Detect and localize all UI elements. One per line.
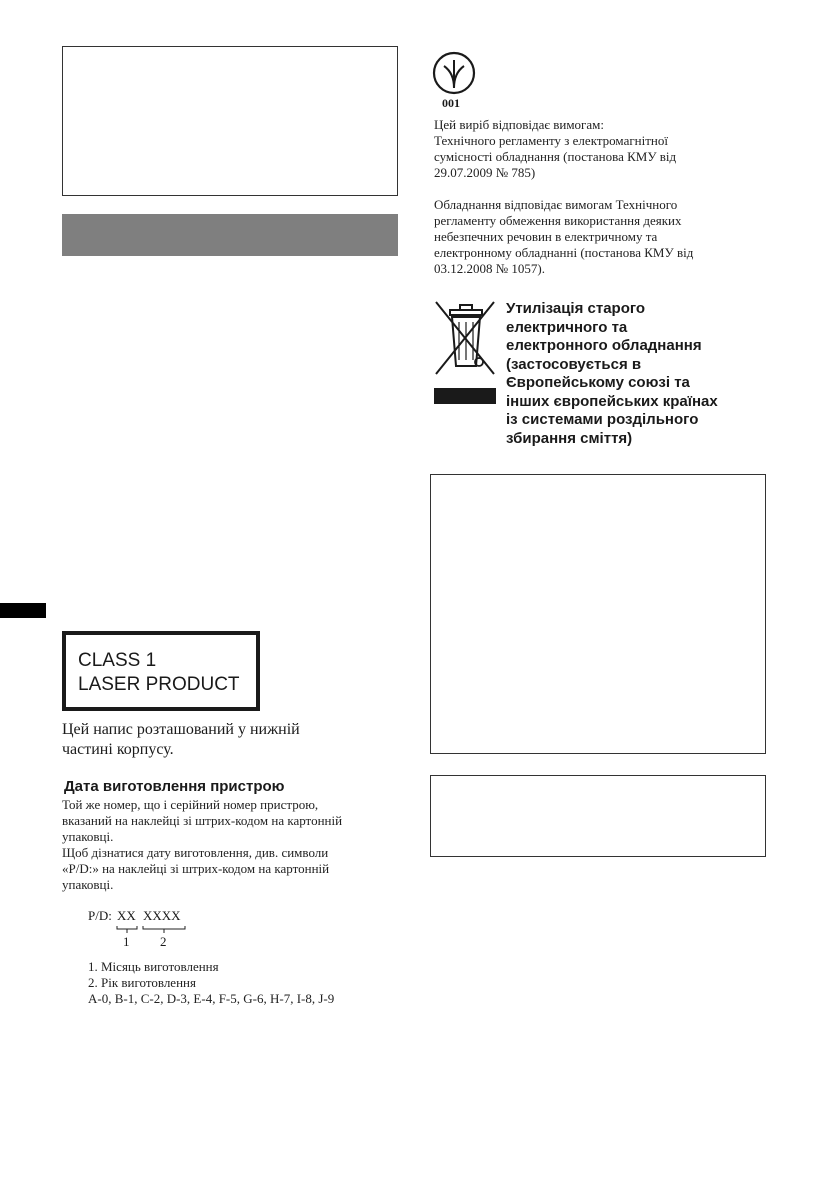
rohs-compliance-line: небезпечних речовин в електричному та [434,229,658,244]
rohs-compliance-line: Обладнання відповідає вимогам Технічного [434,197,678,212]
laser-caption-line: частині корпусу. [62,741,174,758]
laser-caption-line: Цей напис розташований у нижній [62,721,300,738]
disposal-heading-line: збирання сміття) [506,429,633,447]
pd-legend [88,959,334,1007]
manufacture-date-text [62,797,342,893]
pd-legend-line: 2. Рік виготовлення [88,975,196,990]
emc-compliance-line: 29.07.2009 № 785) [434,165,536,180]
emc-compliance-line: сумісності обладнання (постанова КМУ від [434,149,677,164]
rohs-compliance-line: регламенту обмеження використання деяких [434,213,682,228]
rohs-compliance-text [434,197,693,277]
pd-brackets [88,908,208,954]
empty-frame-top [62,46,398,196]
empty-frame-right-small [430,775,766,857]
emc-compliance-line: Цей виріб відповідає вимогам: [434,117,604,132]
manufacture-text-line: упаковці. [62,829,114,844]
pd-code-diagram [88,908,208,954]
page-side-tab [0,603,46,618]
manufacture-text-line: упаковці. [62,877,114,892]
disposal-heading [506,300,718,448]
laser-caption [62,720,300,760]
ukrsepro-certification-mark [432,50,476,112]
section-header-bar [62,214,398,256]
pd-year-code: XXXX [143,908,181,923]
disposal-heading-line: інших європейських країнах [506,392,718,410]
pd-month-code: XX [117,908,136,923]
manufacture-text-line: вказаний на наклейці зі штрих-кодом на картонній [62,813,343,828]
manufacture-text-line: Щоб дізнатися дату виготовлення, див. символи [62,845,329,860]
empty-frame-right-large [430,474,766,754]
certification-mark-icon [432,50,476,98]
certification-code: 001 [442,96,460,110]
disposal-heading-line: Утилізація старого [506,300,646,317]
crossed-out-bin-icon [432,300,498,406]
rohs-compliance-line: 03.12.2008 № 1057). [434,261,545,276]
laser-product-text: LASER PRODUCT [78,674,240,695]
emc-compliance-text [434,117,676,181]
pd-legend-line: 1. Місяць виготовлення [88,959,219,974]
disposal-heading-line: Європейському союзі та [506,374,690,391]
pd-prefix: P/D: [88,908,112,923]
laser-class-label [62,631,260,711]
disposal-heading-line: електричного та [506,318,628,336]
manufacture-date-heading: Дата виготовлення пристрою [64,778,285,795]
pd-legend-line: A-0, B-1, C-2, D-3, E-4, F-5, G-6, H-7, I-8, J-9 [88,991,335,1006]
pd-index-2: 2 [160,934,167,949]
disposal-heading-line: із системами роздільного [506,411,699,428]
manufacture-text-line: Той же номер, що і серійний номер пристрою, [62,797,319,812]
disposal-heading-line: електронного обладнання [506,337,702,354]
rohs-compliance-line: електронному обладнанні (постанова КМУ від [434,245,694,260]
manufacture-text-line: «P/D:» на наклейці зі штрих-кодом на картонній [62,861,330,876]
emc-compliance-line: Технічного регламенту з електромагнітної [434,133,668,148]
laser-class-text: CLASS 1 [78,650,157,671]
weee-symbol [432,300,498,406]
pd-index-1: 1 [123,934,130,949]
disposal-heading-line: (застосовується в [506,355,642,373]
